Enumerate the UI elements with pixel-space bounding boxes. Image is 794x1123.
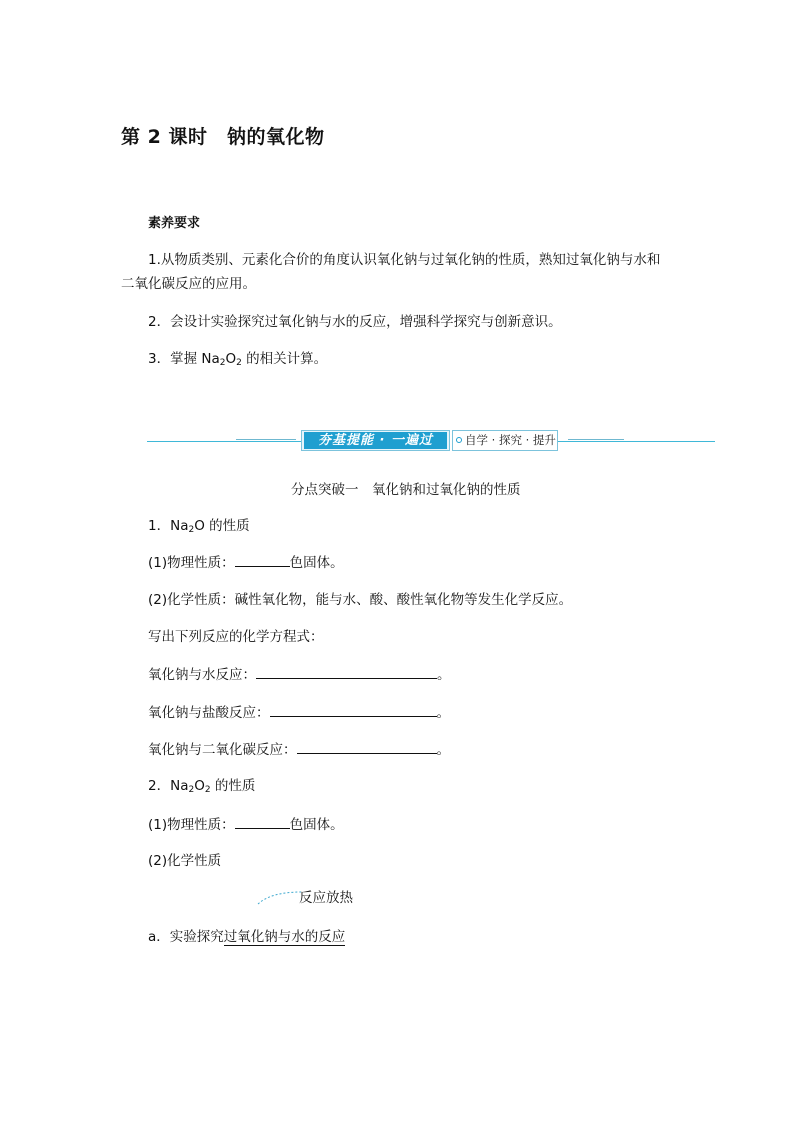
requirement-1-line-1: 1.从物质类别、元素化合价的角度认识氧化钠与过氧化钠的性质，熟知过氧化钠与水和: [148, 252, 661, 268]
equation-water: 氧化钠与水反应： 。: [148, 664, 451, 685]
write-equations: 写出下列反应的化学方程式：: [148, 629, 324, 645]
page-title: 第 2 课时 钠的氧化物: [121, 126, 325, 148]
answer-blank[interactable]: [235, 552, 290, 567]
na2o2-chemical: (2)化学性质: [148, 853, 222, 869]
equation-hcl: 氧化钠与盐酸反应： 。: [148, 702, 450, 723]
experiment-underlined: 过氧化钠与水的反应: [223, 929, 346, 945]
answer-blank[interactable]: [297, 739, 437, 754]
banner-rule-right-accent: [568, 439, 624, 440]
answer-blank[interactable]: [270, 702, 437, 717]
experiment-line: a．实验探究过氧化钠与水的反应: [148, 929, 346, 945]
equation-co2: 氧化钠与二氧化碳反应： 。: [148, 739, 450, 760]
na2o-heading: 1．$Na_2O$ 的性质: [148, 518, 250, 535]
requirement-3: 3．掌握 $Na_2O_2$ 的相关计算。: [148, 351, 328, 368]
answer-blank[interactable]: [235, 814, 290, 829]
requirement-1-line-2: 二氧化碳反应的应用。: [121, 276, 256, 292]
section-title: 分点突破一 氧化钠和过氧化钠的性质: [291, 482, 521, 498]
answer-blank[interactable]: [256, 664, 437, 679]
annotation-text: 反应放热: [299, 890, 353, 906]
banner-tag-label: 自学 · 探究 · 提升: [465, 433, 556, 447]
banner-rule-left: [147, 441, 301, 442]
annotation-curve-icon: [255, 888, 305, 908]
banner-tag: [452, 430, 558, 451]
requirements-heading: 素养要求: [148, 216, 201, 231]
banner-rule-right: [558, 441, 715, 442]
requirement-2: 2．会设计实验探究过氧化钠与水的反应，增强科学探究与创新意识。: [148, 314, 562, 330]
banner-rule-left-accent: [236, 439, 296, 440]
na2o-physical: (1)物理性质： 色固体。: [148, 552, 344, 573]
na2o2-heading: 2．$Na_2O_2$ 的性质: [148, 778, 256, 795]
bullet-icon: [456, 437, 462, 443]
na2o2-physical: (1)物理性质： 色固体。: [148, 814, 344, 835]
banner-main: 夯基提能 · 一遍过: [304, 432, 447, 449]
na2o-chemical: (2)化学性质：碱性氧化物，能与水、酸、酸性氧化物等发生化学反应。: [148, 592, 573, 608]
